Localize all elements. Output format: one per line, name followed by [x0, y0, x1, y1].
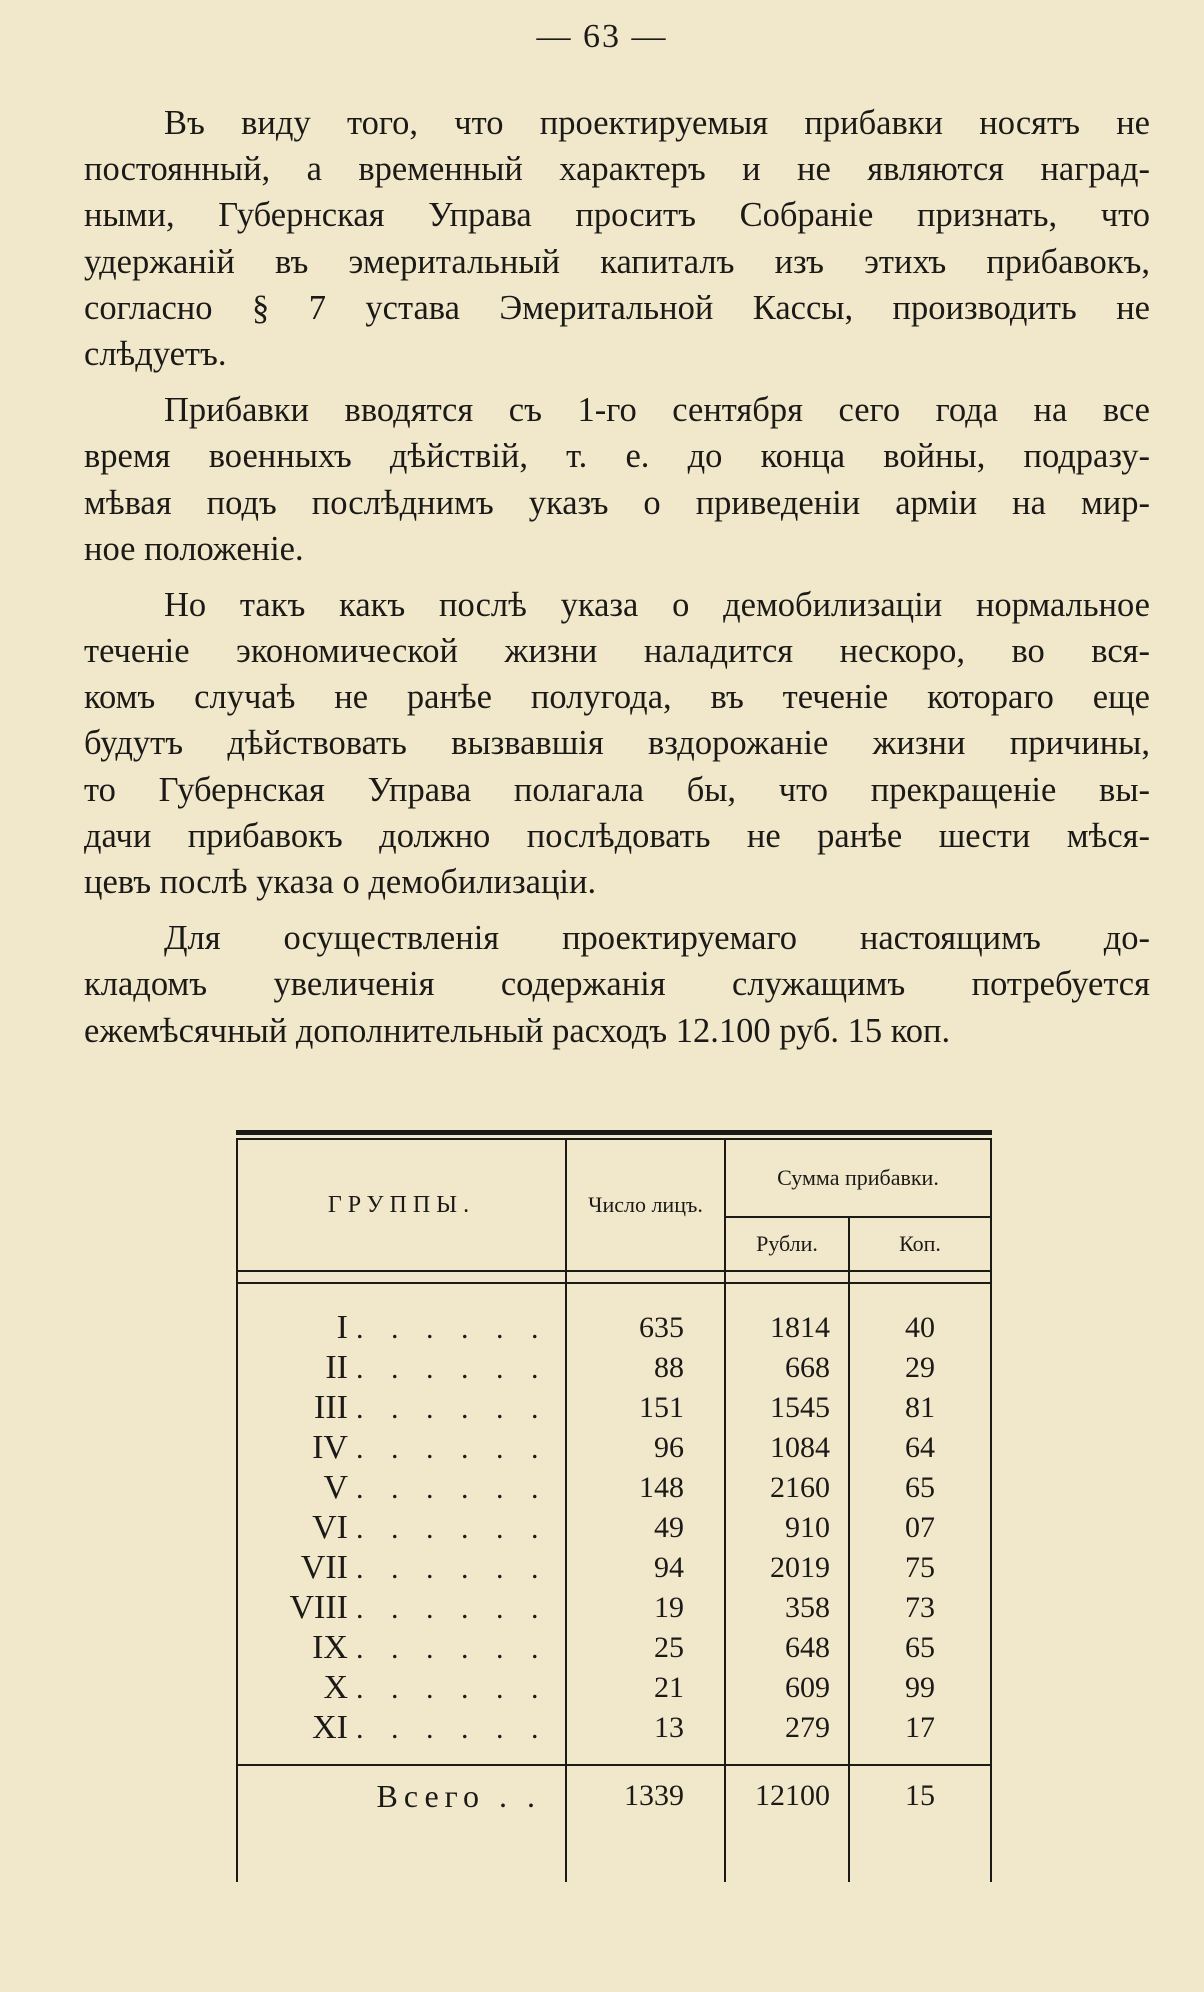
rubles-cell: 609 [725, 1668, 849, 1708]
group-numeral: V [323, 1469, 348, 1506]
leader-dots: . . . . . . [356, 1312, 549, 1345]
kopecks-cell: 17 [849, 1708, 991, 1748]
text-line: кладомъ увеличенія содержанія служащимъ потребуется [84, 965, 1150, 1004]
paragraph [84, 582, 1150, 905]
kopecks-cell: 81 [849, 1388, 991, 1428]
header-count: Число лицъ. [566, 1140, 725, 1271]
text-line: Для осуществленія проектируемаго настоящимъ до- [164, 919, 1150, 958]
count-cell: 88 [566, 1348, 725, 1388]
group-numeral: I [336, 1309, 348, 1346]
rubles-cell: 358 [725, 1588, 849, 1628]
kopecks-cell: 07 [849, 1508, 991, 1548]
count-cell: 148 [566, 1468, 725, 1508]
table-row [237, 1668, 991, 1708]
leader-dots: . . . . . . [356, 1712, 549, 1745]
paragraph-gap [84, 905, 1150, 915]
text-line: согласно § 7 устава Эмеритальной Кассы, производить не [84, 288, 1150, 327]
group-numeral: IX [312, 1629, 348, 1666]
table-row [237, 1628, 991, 1668]
group-numeral: VII [300, 1549, 348, 1586]
group-cell [237, 1283, 566, 1348]
count-cell: 49 [566, 1508, 725, 1548]
header-sum: Сумма прибавки. [725, 1140, 991, 1217]
paragraph [84, 915, 1150, 1054]
total-rubles: 12100 [725, 1765, 849, 1826]
text-line: Въ виду того, что проектируемыя прибавки носятъ не [164, 104, 1150, 142]
allowance-table [236, 1130, 992, 1882]
table-row [237, 1428, 991, 1468]
text-line: будутъ дѣйствовать вызвавшія вздорожаніе жизни причины, [84, 724, 1150, 763]
table-row [237, 1468, 991, 1508]
leader-dots: . . . . . . [356, 1672, 549, 1705]
rubles-cell: 910 [725, 1508, 849, 1548]
rubles-cell: 648 [725, 1628, 849, 1668]
kopecks-cell: 75 [849, 1548, 991, 1588]
text-line: теченіе экономической жизни наладится нескоро, во вся- [84, 632, 1150, 671]
group-numeral: VI [312, 1509, 348, 1546]
table-tail [237, 1826, 991, 1882]
kopecks-cell: 40 [849, 1283, 991, 1348]
table-row [237, 1588, 991, 1628]
text-line: Но такъ какъ послѣ указа о демобилизаціи нормальное [164, 585, 1150, 624]
kopecks-cell: 29 [849, 1348, 991, 1388]
total-separator [237, 1748, 991, 1765]
header-separator [237, 1271, 991, 1283]
text-line: время военныхъ дѣйствій, т. е. до конца войны, подразу- [84, 437, 1150, 476]
total-row [237, 1765, 991, 1826]
paragraph-gap [84, 377, 1150, 387]
count-cell: 151 [566, 1388, 725, 1428]
table-row [237, 1548, 991, 1588]
group-cell [237, 1468, 566, 1508]
text-line: удержаній въ эмеритальный капиталъ изъ этихъ прибавокъ, [84, 242, 1150, 281]
total-label: Всего . . [237, 1765, 566, 1826]
table-row [237, 1283, 991, 1348]
text-line: то Губернская Управа полагала бы, что прекращеніе вы- [84, 770, 1150, 809]
leader-dots: . . . . . . [356, 1552, 549, 1585]
total-count: 1339 [566, 1765, 725, 1826]
count-cell: 635 [566, 1283, 725, 1348]
rubles-cell: 2160 [725, 1468, 849, 1508]
group-cell [237, 1588, 566, 1628]
header-groups: ГРУППЫ. [237, 1140, 566, 1271]
group-cell [237, 1348, 566, 1388]
count-cell: 25 [566, 1628, 725, 1668]
kopecks-cell: 73 [849, 1588, 991, 1628]
page-number: — 63 — [536, 18, 668, 55]
text-line: дачи прибавокъ должно послѣдовать не ранѣе шести мѣся- [84, 816, 1150, 855]
leader-dots: . . . . . . [356, 1352, 549, 1385]
group-numeral: X [323, 1669, 348, 1706]
text-line: Прибавки вводятся съ 1-го сентября сего года на все [164, 391, 1150, 430]
table-row [237, 1388, 991, 1428]
table-row [237, 1508, 991, 1548]
header-rubles: Рубли. [725, 1217, 849, 1271]
rubles-cell: 279 [725, 1708, 849, 1748]
group-cell [237, 1628, 566, 1668]
text-line: ное положеніе. [84, 529, 304, 568]
rubles-cell: 1545 [725, 1388, 849, 1428]
rubles-cell: 2019 [725, 1548, 849, 1588]
body-text [84, 100, 1150, 1054]
kopecks-cell: 65 [849, 1468, 991, 1508]
group-numeral: III [314, 1389, 348, 1426]
kopecks-cell: 65 [849, 1628, 991, 1668]
header-kopecks: Коп. [849, 1217, 991, 1271]
group-cell [237, 1668, 566, 1708]
leader-dots: . . . . . . [356, 1472, 549, 1505]
rubles-cell: 1814 [725, 1283, 849, 1348]
group-cell [237, 1508, 566, 1548]
rubles-cell: 1084 [725, 1428, 849, 1468]
count-cell: 19 [566, 1588, 725, 1628]
group-numeral: IV [312, 1429, 348, 1466]
text-line: слѣдуетъ. [84, 334, 227, 373]
group-numeral: II [325, 1349, 348, 1386]
paragraph-gap [84, 572, 1150, 582]
rubles-cell: 668 [725, 1348, 849, 1388]
group-cell [237, 1708, 566, 1748]
leader-dots: . . . . . . [356, 1512, 549, 1545]
total-kopecks: 15 [849, 1765, 991, 1826]
group-cell [237, 1388, 566, 1428]
leader-dots: . . . . . . [356, 1432, 549, 1465]
count-cell: 94 [566, 1548, 725, 1588]
paragraph [84, 387, 1150, 572]
text-line: ежемѣсячный дополнительный расходъ 12.100 руб. 15 коп. [84, 1011, 951, 1050]
text-line: цевъ послѣ указа о демобилизаціи. [84, 863, 597, 901]
group-cell [237, 1428, 566, 1468]
count-cell: 96 [566, 1428, 725, 1468]
table-top-rule [236, 1130, 992, 1135]
table-row [237, 1348, 991, 1388]
text-line: мѣвая подъ послѣднимъ указъ о приведеніи арміи на мир- [84, 483, 1150, 522]
leader-dots: . . . . . . [356, 1632, 549, 1665]
group-numeral: VIII [289, 1589, 348, 1626]
table-body [237, 1283, 991, 1748]
count-cell: 21 [566, 1668, 725, 1708]
kopecks-cell: 64 [849, 1428, 991, 1468]
kopecks-cell: 99 [849, 1668, 991, 1708]
text-line: постоянный, а временный характеръ и не являются наград- [84, 150, 1150, 189]
text-line: ными, Губернская Управа проситъ Собраніе признать, что [84, 196, 1150, 235]
group-numeral: XI [312, 1709, 348, 1746]
group-cell [237, 1548, 566, 1588]
count-cell: 13 [566, 1708, 725, 1748]
leader-dots: . . . . . . [356, 1392, 549, 1425]
paragraph [84, 100, 1150, 377]
leader-dots: . . . . . . [356, 1592, 549, 1625]
text-line: комъ случаѣ не ранѣе полугода, въ теченіе котораго еще [84, 678, 1150, 717]
table-row [237, 1708, 991, 1748]
